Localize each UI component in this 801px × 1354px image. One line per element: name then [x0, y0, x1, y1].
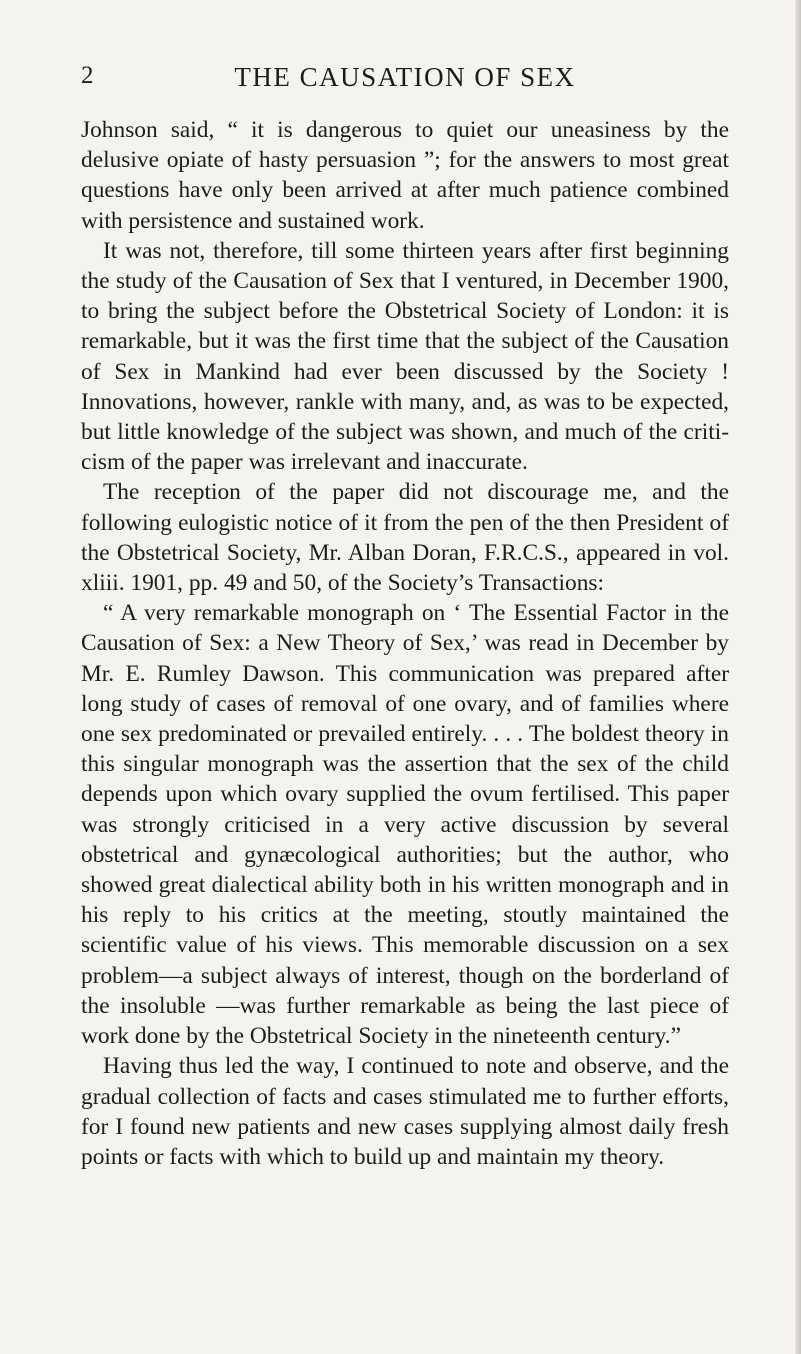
paragraph-having-led-the-way: Having thus led the way, I continued to note and observe, and the gradual collection of facts and cases stimulated me to further efforts, for I found new patients and new cases supplying almost daily fresh points or facts with which to build up and maintain my theory. — [81, 1053, 729, 1170]
paragraph-doran-notice: “ A very remarkable monograph on ‘ The Essential Factor in the Causation of Sex: a New Theory of Sex,’ was read in December by Mr. E. Rumley Dawson. This communication was prepared after long study of cases of removal of one ovary, and of families where one sex predominated or prevailed entirely. . . . The boldest theory in this singular monograph was the assertion that the sex of the child depends upon which ovary supplied the ovum fertilised. This paper was strongly criticised in a very active discussion by several obstetrical and gynæcological authorities; but the author, who showed great dialectical ability both in his written monograph and in his reply to his critics at the meeting, stoutly maintained the scientific value of his views. This memorable discussion on a sex problem—a subject always of interest, though on the borderland of the insoluble —was further remarkable as being the last piece of work done by the Obstetrical Society in the nineteenth century.” — [81, 600, 729, 1050]
paragraph-reception: The reception of the paper did not discourage me, and the following eulogistic notice of it from the pen of the then President of the Obstetrical Society, Mr. Alban Doran, F.R.C.S., appeared in vol. xliii. 1901, pp. 49 and 50, of the Society’s Transactions: — [81, 479, 729, 597]
running-head: THE CAUSATION OF SEX — [234, 62, 576, 92]
body-text — [81, 115, 729, 1172]
page-edge — [795, 0, 801, 1354]
paragraph-johnson-quote: Johnson said, “ it is dangerous to quiet our uneasiness by the delusive opiate of hasty persuasion ”; for the answers to most great questions have only been arrived at after much patience combined with persistence and sustained work. — [81, 117, 729, 234]
paragraph-obstetrical-society: It was not, therefore, till some thirteen years after first beginning the study of the Causation of Sex that I ventured, in December 1900, to bring the subject before the Obstetrical Society of London: it is remarkable, but it was the first time that the subject of the Causation of Sex in Mankind had ever been discussed by the Society ! Innovations, however, rankle with many, and, as was to be expected, but little knowledge of the subject was shown, and much of the criti-cism of the paper was irrelevant and inaccurate. — [81, 237, 729, 476]
page-header — [81, 62, 729, 102]
page-number: 2 — [81, 62, 95, 89]
